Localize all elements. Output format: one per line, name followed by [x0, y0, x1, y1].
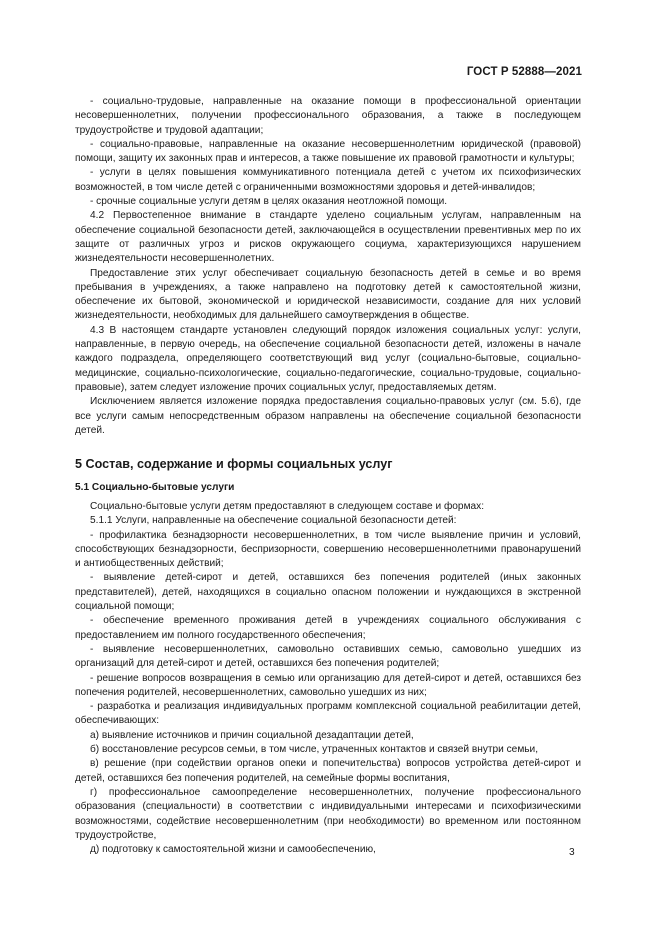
page-number: 3 [569, 847, 575, 858]
paragraph: - социально-правовые, направленные на оказание несовершеннолетним юридической (правовой) помощи, защиту их законных прав и интересов, а также повышение их правовой грамотности и культуры; [75, 138, 581, 165]
list-item: б) восстановление ресурсов семьи, в том числе, утраченных контактов и связей внутри семьи, [90, 744, 539, 756]
list-item: - профилактика безнадзорности несовершеннолетних, в том числе выявление причин и условий, способствующих безнадзорности, беспризорности, совершению несовершеннолетними правонарушений и антиобщественных действий; [75, 529, 581, 570]
list-item: а) выявление источников и причин социальной дезадаптации детей, [90, 729, 414, 741]
list-item: д) подготовку к самостоятельной жизни и самообеспечению, [90, 844, 376, 856]
section-heading: 5 Состав, содержание и формы социальных услуг [75, 457, 393, 471]
section-text [75, 500, 581, 857]
list-item: - выявление детей-сирот и детей, оставшихся без попечения родителей (иных законных представителей), детей, находящихся в социально опасном положении и нуждающихся в экстренной социальной помощи; [75, 572, 581, 613]
subsection-heading: 5.1 Социально-бытовые услуги [75, 482, 235, 493]
paragraph: - социально-трудовые, направленные на оказание помощи в профессиональной ориентации несовершеннолетних, получении профессионального образования, а также в последующем трудоустройстве и трудовой адаптации; [75, 96, 581, 136]
list-item: г) профессиональное самоопределение несовершеннолетних, получение профессионального образования (специальности) в соответствии с индивидуальными интересами и психофизическими возможностями, содействие несовершеннолетним (при необходимости) во временном или постоянном трудоустройстве, [75, 786, 581, 841]
list-item: - обеспечение временного проживания детей в учреждениях социального обслуживания с предоставлением им полного государственного обеспечения; [75, 615, 581, 641]
paragraph: 5.1.1 Услуги, направленные на обеспечение социальной безопасности детей: [90, 515, 457, 527]
list-item: - разработка и реализация индивидуальных программ комплексной социальной реабилитации детей, обеспечивающих: [75, 701, 581, 727]
list-item: - решение вопросов возвращения в семью или организацию для детей-сирот и детей, оставшихся без попечения родителей, несовершеннолетних, самовольно ушедших из них; [75, 672, 581, 698]
intro-text [75, 95, 581, 438]
paragraph: Социально-бытовые услуги детям предоставляют в следующем составе и формах: [90, 501, 485, 512]
standard-number: ГОСТ Р 52888—2021 [466, 66, 582, 78]
paragraph: Предоставление этих услуг обеспечивает социальную безопасность детей в семье и во время пребывания в учреждениях, а также направлено на подготовку детей к самостоятельной жизни, обеспечение их бытовой, экономической и юридической независимости, создание для них условий жизнедеятельности, необходимых для дальнейшего самоутверждения в обществе. [75, 267, 581, 322]
list-item: - выявление несовершеннолетних, самовольно оставивших семью, самовольно ушедших из организаций для детей-сирот и детей, оставшихся без попечения родителей; [75, 643, 581, 670]
paragraph: 4.2 Первостепенное внимание в стандарте уделено социальным услугам, направленным на обеспечение социальной безопасности детей, заключающейся в осуществлении превентивных мер по их защите от различных угроз и рисков окружающего социума, характеризующихся нарушением жизнедеятельности несовершеннолетних. [75, 210, 581, 265]
list-item: в) решение (при содействии органов опеки и попечительства) вопросов устройства детей-сирот и детей, оставшихся без попечения родителей, на семейные формы воспитания, [75, 758, 581, 784]
paragraph: 4.3 В настоящем стандарте установлен следующий порядок изложения социальных услуг: услуги, направленные, в первую очередь, на обеспечение социальной безопасности детей, изложены в начале каждого подраздела, определяющего соответствующий вид услуг (социально-бытовые, социально-медицинские, социально-психологические, социально-педагогические, социально-трудовые, социально-правовые), затем следует изложение прочих социальных услуг, предоставляемых детям. [75, 324, 581, 393]
paragraph: - срочные социальные услуги детям в целях оказания неотложной помощи. [90, 196, 448, 208]
paragraph: Исключением является изложение порядка предоставления социально-правовых услуг (см. 5.6), где все услуги самым непосредственным образом направлены на обеспечение социальной безопасности детей. [75, 396, 581, 436]
paragraph: - услуги в целях повышения коммуникативного потенциала детей с учетом их психофизических возможностей, в том числе детей с ограниченными возможностями здоровья и детей-инвалидов; [75, 167, 581, 193]
